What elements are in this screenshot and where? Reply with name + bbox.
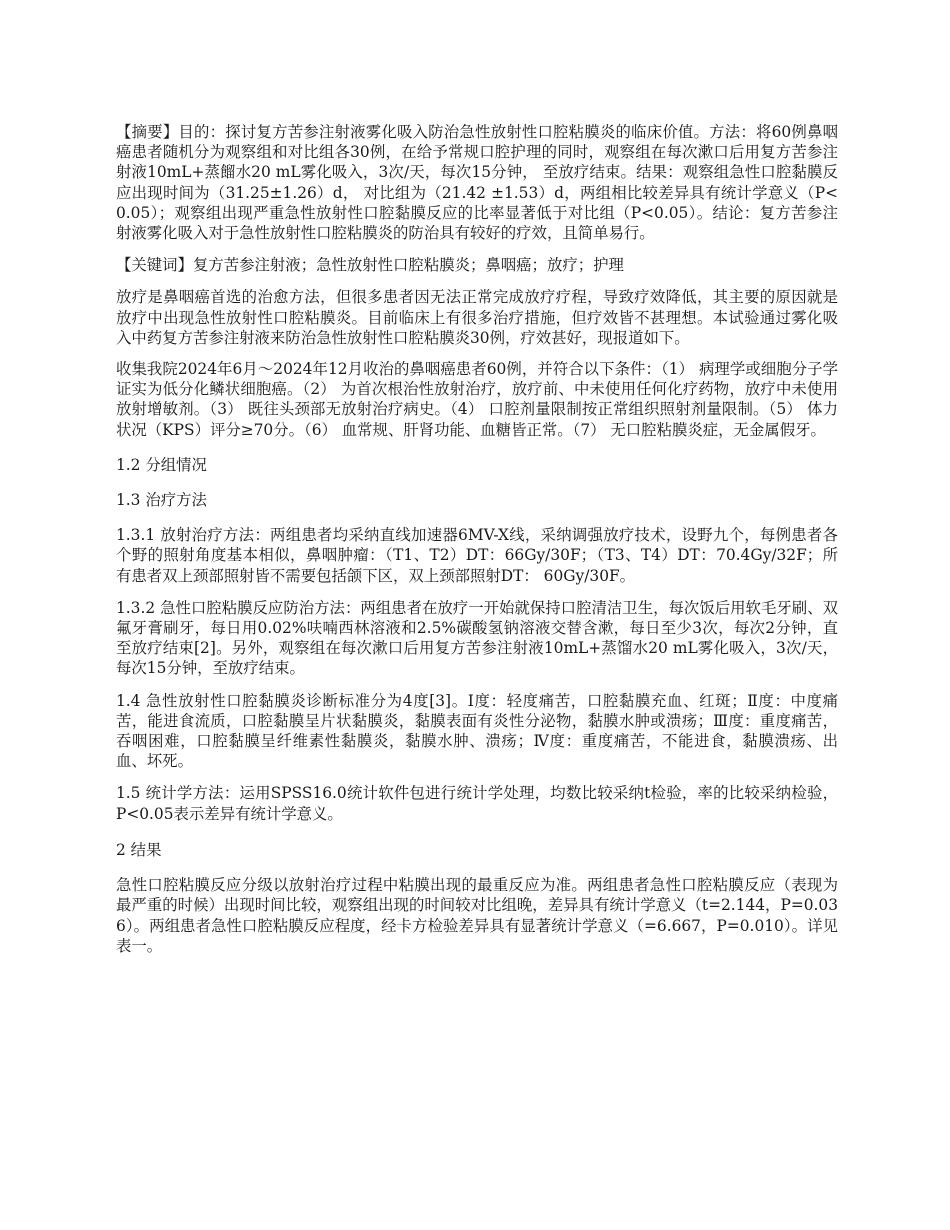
intro-paragraph: 放疗是鼻咽癌首选的治愈方法，但很多患者因无法正常完成放疗疗程，导致疗效降低，其主要的原因就是放疗中出现急性放射性口腔粘膜炎。目前临床上有很多治疗措施，但疗效皆不甚理想。本试验通过雾化吸入中药复方苦参注射液来防治急性放射性口腔粘膜炎30例，疗效甚好，现报道如下。 bbox=[116, 288, 838, 347]
section-heading-grouping: 1.2 分组情况 bbox=[116, 455, 207, 474]
prevention-paragraph: 1.3.2 急性口腔粘膜反应防治方法：两组患者在放疗一开始就保持口腔清洁卫生，每次饭后用软毛牙刷、双氟牙膏刷牙，每日用0.02%呋喃西林溶液和2.5%碳酸氢钠溶液交替含漱，每日至少3次，每次2分钟，直至放疗结束[2]。另外，观察组在每次漱口后用复方苦参注射液10mL+蒸馏水20 mL雾化吸入，3次/天，每次15分钟，至放疗结束。 bbox=[116, 598, 838, 678]
abstract-paragraph: 【摘要】目的：探讨复方苦参注射液雾化吸入防治急性放射性口腔粘膜炎的临床价值。方法：将60例鼻咽癌患者随机分为观察组和对比组各30例，在给予常规口腔护理的同时，观察组在每次漱口后用复方苦参注射液10mL+蒸餾水20 mL雾化吸入，3次/天，每次15分钟， 至放疗结束。结果：观察组急性口腔黏膜反应出现时间为（31.25±1.26）d， 对比组为（21.42 ±1.53）d，两组相比较差异具有统计学意义（P<0.05）；观察组出现严重急性放射性口腔黏膜反应的比率显著低于对比组（P<0.05）。结论：复方苦参注射液雾化吸入对于急性放射性口腔粘膜炎的防治具有较好的疗效，且简单易行。 bbox=[116, 123, 838, 243]
patients-paragraph: 收集我院2024年6月～2024年12月收治的鼻咽癌患者60例，并符合以下条件：（1） 病理学或细胞分子学证实为低分化鳞状细胞癌。（2） 为首次根治性放射治疗，放疗前、中未使用任何化疗药物，放疗中未使用放射增敏剂。（3） 既往头颈部无放射治疗病史。（4） 口腔剂量限制按正常组织照射剂量限制。（5） 体力状况（KPS）评分≥70分。（6） 血常规、肝肾功能、血糖皆正常。（7） 无口腔粘膜炎症，无金属假牙。 bbox=[116, 360, 838, 439]
document-body bbox=[116, 122, 838, 967]
section-heading-results: 2 结果 bbox=[116, 840, 162, 859]
statistics-paragraph: 1.5 统计学方法：运用SPSS16.0统计软件包进行统计学处理，均数比较采纳t检验，率的比较采纳检验，P<0.05表示差异有统计学意义。 bbox=[116, 784, 838, 823]
section-heading-treatment: 1.3 治疗方法 bbox=[116, 491, 207, 510]
results-paragraph: 急性口腔粘膜反应分级以放射治疗过程中粘膜出现的最重反应为准。两组患者急性口腔粘膜反应（表现为最严重的时候）出现时间比较，观察组出现的时间较对比组晚，差异具有统计学意义（t=2.144，P=0.036）。两组患者急性口腔粘膜反应程度，经卡方检验差异具有显著统计学意义（=6.667，P=0.010）。详见表一。 bbox=[116, 876, 838, 955]
keywords-paragraph: 【关键词】复方苦参注射液；急性放射性口腔粘膜炎；鼻咽癌；放疗；护理 bbox=[116, 256, 624, 275]
radiotherapy-paragraph: 1.3.1 放射治疗方法：两组患者均采纳直线加速器6MV-X线，采纳调强放疗技术，设野九个，每例患者各个野的照射角度基本相似，鼻咽肿瘤：（T1、T2）DT：66Gy/30F；（T3、T4）DT：70.4Gy/32F；所有患者双上颈部照射皆不需要包括颌下区，双上颈部照射DT： 60Gy/30F。 bbox=[116, 526, 838, 585]
criteria-paragraph: 1.4 急性放射性口腔黏膜炎诊断标准分为4度[3]。Ⅰ度：轻度痛苦，口腔黏膜充血、红斑；Ⅱ度：中度痛苦，能进食流质，口腔黏膜呈片状黏膜炎，黏膜表面有炎性分泌物，黏膜水肿或溃疡；Ⅲ度：重度痛苦，吞咽困难，口腔黏膜呈纤维素性黏膜炎，黏膜水肿、溃疡；Ⅳ度：重度痛苦，不能进食，黏膜溃疡、出血、坏死。 bbox=[116, 691, 838, 771]
